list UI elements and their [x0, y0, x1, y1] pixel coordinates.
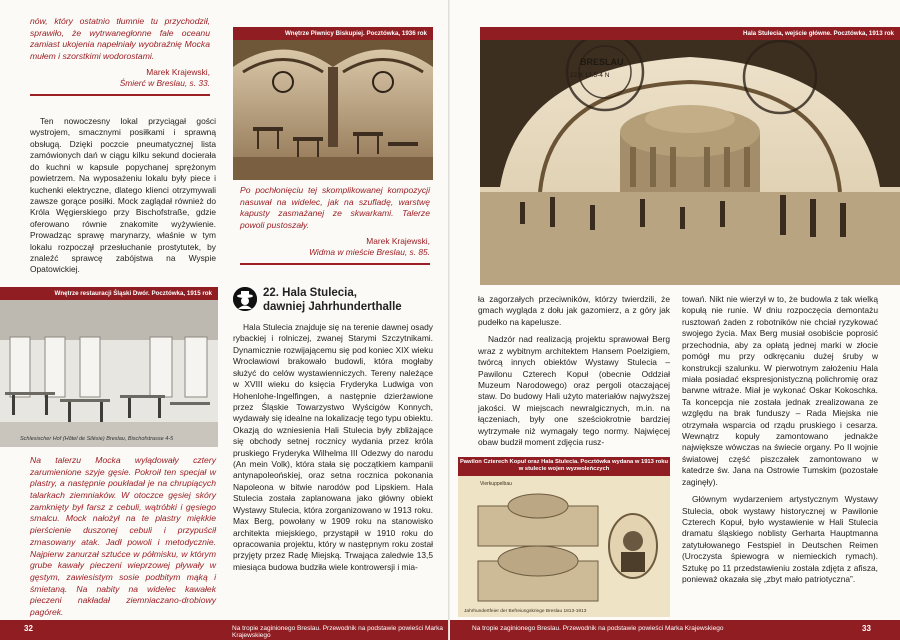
photo-caption: Wnętrze Piwnicy Biskupiej. Pocztówka, 1936 rok — [233, 27, 433, 40]
photo-slaski-dwor — [0, 287, 218, 447]
quote-3-text: Na talerzu Mocka wylądowały cztery zarumienione szyje gęsie. Pokroił ten specjał w plastry, a następnie poukładał je na chrupiących talarkach ziemniaków. W otoczce gęsiej skóry zamknięty był farsz z cebuli, wątróbki i gęsiego smalcu. Mock nałożył na te plastry miękkie pierścienie duszonej cebuli i przypuścił zmasowany atak. Jadł powoli i metodycznie. Najpierw zanurzał sztućce w półmisku, w którym grube kawały pieczeni wieprzowej pływały w gęstym, zawiesistym sosie podbitym mąką i śmietaną. Na nabity na widelec kawałek pieczeni nakładał ziemniaczano-drobiowy pagórek. — [30, 455, 216, 617]
photo-caption: Hala Stulecia, wejście główne. Pocztówka, 1913 rok — [480, 27, 900, 40]
right-footer — [450, 620, 900, 640]
quote-2-author: Marek Krajewski, — [366, 235, 430, 246]
stamp-city: BRESLAU — [580, 57, 624, 67]
photo-hala-stulecia — [480, 27, 900, 285]
quote-3-block — [30, 455, 216, 619]
footer-title: Na tropie zaginionego Breslau. Przewodnik na podstawie powieści Marka Krajewskiego — [232, 625, 444, 639]
footer-title: Na tropie zaginionego Breslau. Przewodnik na podstawie powieści Marka Krajewskiego — [472, 625, 724, 632]
sepia-hall-illustration — [480, 27, 900, 285]
page-number: 33 — [862, 624, 871, 633]
quote-2-text: Po pochłonięciu tej skomplikowanej kompozycji nasuwał na widelec, jak na szufladę, warstwę kapusty zasmażanej ze skwarkami. Talerze powoli pustoszały. — [240, 185, 430, 231]
body-paragraph: Nadzór nad realizacją projektu sprawował Berg wraz z wybitnym architektem Hansem Poelzigiem, twórcą innych obiektów Wystawy Stulecia – Pawilonu Czterech Kopuł (obecnie Oddział Muzeum Narodowego) oraz pergoli otaczającej staw. Do budowy Hali użyto materiałów najwyższej jakości. W miejscach newralgicznych, m.in. na łączeniach, były one sześciokrotnie bardziej wytrzymałe niż wymagały tego normy. Najwięcej obaw budził moment zdjęcia rusz- — [478, 334, 670, 448]
heading-line-1: 22. Hala Stulecia, — [263, 287, 357, 299]
body-column-1 — [30, 116, 216, 282]
right-column-2 — [682, 294, 878, 592]
heading-line-2: dawniej Jahrhunderthalle — [263, 301, 402, 313]
divider-rule — [240, 263, 430, 265]
top-quote-block — [30, 16, 210, 96]
stamp-date: 22.8.13.5-4 N — [570, 72, 610, 79]
body-column-2 — [233, 322, 433, 579]
top-quote-author: Marek Krajewski, — [146, 66, 210, 77]
postcard-bottom-label: Jahrhundertfeier der Befreiungskriege Breslau 1813-1913 — [464, 609, 587, 614]
grayscale-restaurant-illustration — [0, 287, 218, 447]
right-column-1 — [478, 294, 670, 454]
body-paragraph: Hala Stulecia znajduje się na terenie dawnej osady rybackiej i rolniczej, zwanej Starymi Szczytnikami. Dynamicznie rozwijającemu się pod koniec XIX wieku Wrocławiowi brakowało budowli, która mogłaby służyć do celów wystawienniczych. Tereny należące w XVIII wieku do księcia Fryderyka Ludwiga von Hohenlohe-Ingelfingen, a następnie dzierżawione przez Śląskie Towarzystwo Wyścigów Konnych, wydawały się idealne na lokalizację tego typu obiektu. Okazją do wzniesienia Hali Stulecia były zbliżające się obchody setnej rocznicy wydania przez króla pruskiego Fryderyka Wilhelma III Odezwy do narodu (An mein Volk), która stała się początkiem kampanii antynapoleońskiej, oraz setna rocznica pokonania Napoleona w bitwie narodów pod Lipskiem. Hala Stulecia została zaplanowana jako główny obiekt Wystawy Stulecia, która zorganizowano w 1913 roku. Max Berg, powołany w 1909 roku na stanowisko architekta miejskiego, przystąpił w 1910 roku do opracowania projektu, który w następnym roku został przyjęty przez Radę Miejską. Trwająca zaledwie 13,5 miesiąca budowa budziła wiele kontrowersji i mia- — [233, 322, 433, 572]
top-quote-source: Śmierć w Breslau, s. 33. — [119, 78, 210, 89]
quote-2-attribution — [240, 236, 430, 259]
divider-rule — [30, 94, 210, 96]
body-paragraph: towań. Nikt nie wierzył w to, że budowla z tak wielką kopułą nie runie. W dniu rozpoczęcia demontażu rusztowań żaden z robotników nie chciał ryzykować swojego życia. Max Berg musiał osobiście poprosić przechodnia, aby za opłatą jednej marki w złocie pomógł mu przy odkręcaniu dużej śruby w konstrukcji szalunku. W pierwotnym założeniu Hala miała posiadać ekspresjonistyczną polichromię oraz barwne witraże. Miał je wykonać Oskar Kokoschka. Ta koncepcja nie została jednak zrealizowana ze względu na brak funduszy – Rada Miejska nie otrzymała wsparcia od rządu pruskiego i cesarza. Wewnątrz kopuły zamontowano jednakże największe wówczas na świecie organy. Po II wojnie światowej część piszczałek zamontowano w katedrze św. Jana na Ostrowie Tumskim (pozostałe zaginęły). — [682, 294, 878, 487]
page-number: 32 — [24, 624, 33, 633]
top-quote-text: nów, który ostatnio tłumnie tu przychodził, sprawiło, że wytrwanegłonne fale oceanu zamiast ukojenia napełniały wyobraźnię Mocka mułem i szorstkimi wodorostami. — [30, 16, 210, 62]
quote-2-block — [240, 185, 430, 265]
photo-caption: Wnętrze restauracji Śląski Dwór. Pocztówka, 1915 rok — [0, 287, 218, 300]
postcard-caption: Pawilon Czterech Kopuł oraz Hala Stulecia. Pocztówka wydana w 1913 roku w stulecie wojen wyzwoleńczych — [458, 457, 670, 476]
postcard-pawilon — [458, 457, 670, 617]
quote-2-source: Widma w mieście Breslau, s. 85. — [309, 247, 430, 258]
photo-piwnica-biskupia — [233, 27, 433, 180]
body-paragraph: Ten nowoczesny lokal przyciągał gości wystrojem, smacznymi posiłkami i sprawną obsługą. Dzięki poczcie pneumatycznej lista zamówionych dań w ciągu kilku sekund docierała do kuchni w kapsule popychanej sprężonym powietrzem. Na wyposażeniu lokalu były piece i kuchenki elektryczne, dlatego klienci otrzymywali zawsze gorące posiłki. Mock zaglądał również do Króla Węgierskiego przy Bischofstraße, gdzie oferowano równie znakomite wyżywienie. Prowadząc sprawę marynarzy, właśnie w tym lokalu rozpoczął przesłuchanie prostytutek, by znaleźć sprawcę zabójstwa na Wyspie Opatowickiej. — [30, 116, 216, 275]
postcard-top-label: Vierkuppelbau — [480, 481, 512, 487]
postcard-illustration — [458, 476, 670, 617]
detective-silhouette-icon — [233, 287, 257, 311]
left-footer — [0, 620, 450, 640]
photo-inscription: Schlesischer Hof (Hôtel de Silésie) Breslau, Bischofstrasse 4-5 — [20, 436, 174, 442]
right-page — [450, 0, 900, 640]
body-paragraph: Głównym wydarzeniem artystycznym Wystawy Stulecia, obok wystawy historycznej w Pawilonie Czterech Kopuł, było wystawienie w Hali Stulecia dramatu śląskiego noblisty Gerharta Hauptmanna zatytułowanego Festspiel in Deutschen Reimen (Uroczysta śpiewogra w niemieckich rymach). Sztukę po 11 przedstawieniu została zdjęta z afisza, ponieważ okazała się „zbyt mało patriotyczna”. — [682, 494, 878, 585]
sepia-interior-illustration — [233, 27, 433, 180]
body-paragraph: ła zagorzałych przeciwników, którzy twierdzili, że gmach wygląda z dołu jak gazomierz, a z góry jak pudełko na kapelusze. — [478, 294, 670, 327]
top-quote-attribution — [30, 67, 210, 90]
